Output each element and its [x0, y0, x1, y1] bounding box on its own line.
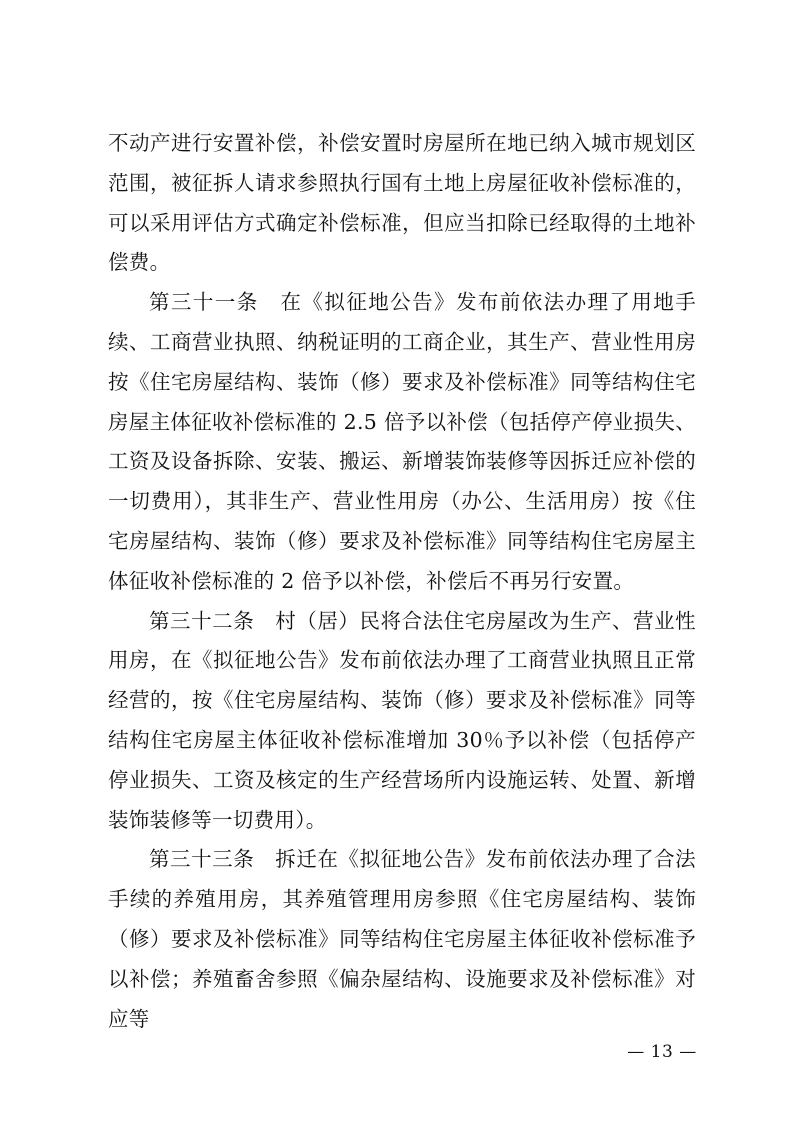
paragraph-continuation: 不动产进行安置补偿，补偿安置时房屋所在地已纳入城市规划区范围，被征拆人请求参照执行国有土地上房屋征收补偿标准的，可以采用评估方式确定补偿标准，但应当扣除已经取得的土地补偿费。: [108, 131, 696, 275]
paragraph-article-31: 第三十一条 在《拟征地公告》发布前依法办理了用地手续、工商营业执照、纳税证明的工商企业，其生产、营业性用房按《住宅房屋结构、装饰（修）要求及补偿标准》同等结构住宅房屋主体征收补偿标准的 2.5 倍予以补偿（包括停产停业损失、工资及设备拆除、安装、搬运、新增装饰装修等因拆迁应补偿的一切费用），其非生产、营业性用房（办公、生活用房）按《住宅房屋结构、装饰（修）要求及补偿标准》同等结构住宅房屋主体征收补偿标准的 2 倍予以补偿，补偿后不再另行安置。: [108, 290, 696, 593]
paragraph-article-33: 第三十三条 拆迁在《拟征地公告》发布前依法办理了合法手续的养殖用房，其养殖管理用房参照《住宅房屋结构、装饰（修）要求及补偿标准》同等结构住宅房屋主体征收补偿标准予以补偿；养殖畜舍参照《偏杂屋结构、设施要求及补偿标准》对应等: [108, 847, 696, 1031]
page-number: — 13 —: [627, 1042, 697, 1062]
document-body: [108, 124, 696, 1039]
paragraph-article-32: 第三十二条 村（居）民将合法住宅房屋改为生产、营业性用房，在《拟征地公告》发布前依法办理了工商营业执照且正常经营的，按《住宅房屋结构、装饰（修）要求及补偿标准》同等结构住宅房屋主体征收补偿标准增加 30％予以补偿（包括停产停业损失、工资及核定的生产经营场所内设施运转、处置、新增装饰装修等一切费用）。: [108, 608, 696, 832]
